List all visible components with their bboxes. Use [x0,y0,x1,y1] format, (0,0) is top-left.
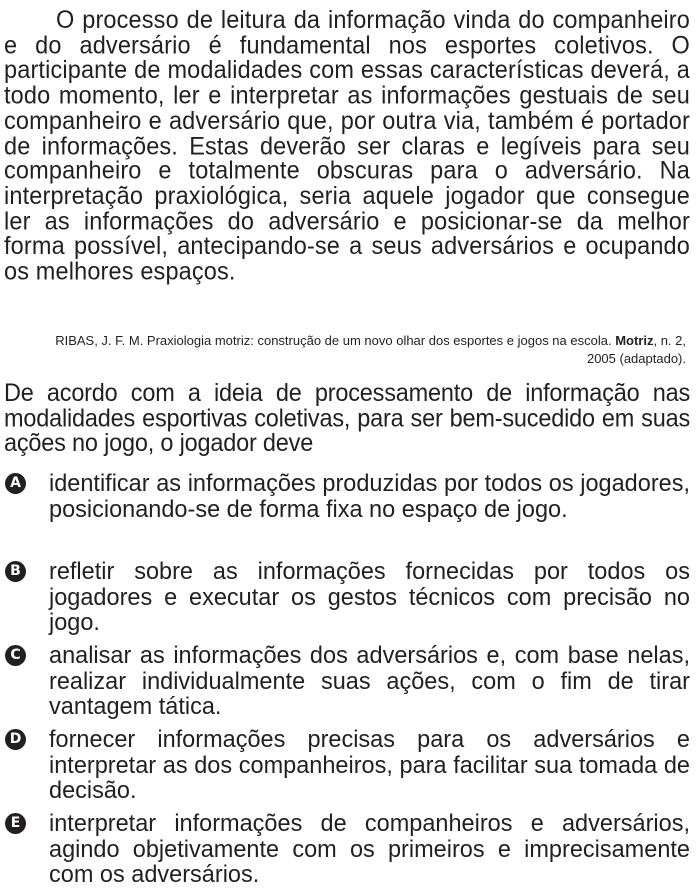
source-citation [26,332,686,367]
option-b-text: refletir sobre as informações fornecidas por todos os jogadores e executar os gestos técnicos com precisão no jogo. [49,556,690,635]
citation-details: , n. 2, 2005 (adaptado). [586,333,686,366]
option-c-text: analisar as informações dos adversários e, com base nelas, realizar individualmente suas ações, com o fim de tirar vantagem tática. [49,640,690,719]
option-letter-badge-a[interactable]: A [5,473,26,494]
citation-text: RIBAS, J. F. M. Praxiologia motriz: construção de um novo olhar dos esportes e jogos na escola. [55,333,616,348]
option-a-text: identificar as informações produzidas por todos os jogadores, posicionando-se de forma fixa no espaço de jogo. [49,468,690,522]
option-letter-badge-e[interactable]: E [5,813,26,834]
option-d-text: fornecer informações precisas para os adversários e interpretar as dos companheiros, para facilitar sua tomada de decisão. [49,724,690,803]
citation-journal: Motriz [615,333,654,348]
option-e-text: interpretar informações de companheiros e adversários, agindo objetivamente com os primeiros e imprecisamente com os adversários. [49,808,690,887]
option-letter-badge-b[interactable]: B [5,561,26,582]
question-stem: De acordo com a ideia de processamento de informação nas modalidades esportivas coletivas, para ser bem-sucedido em suas ações no jogo, o jogador deve [4,378,690,457]
option-letter-badge-d[interactable]: D [5,729,26,750]
reading-passage: O processo de leitura da informação vinda do companheiro e do adversário é fundamental nos esportes coletivos. O participante de modalidades com essas características deverá, a todo momento, ler e interpretar as informações gestuais de seu companheiro e adversário que, por outra via, também é portador de informações. Estas deverão ser claras e legíveis para seu companheiro e totalmente obscuras para o adversário. Na interpretação praxiológica, seria aquele jogador que consegue ler as informações do adversário e posicionar-se da melhor forma possível, antecipando-se a seus adversários e ocupando os melhores espaços. [4,5,690,285]
option-letter-badge-c[interactable]: C [5,645,26,666]
